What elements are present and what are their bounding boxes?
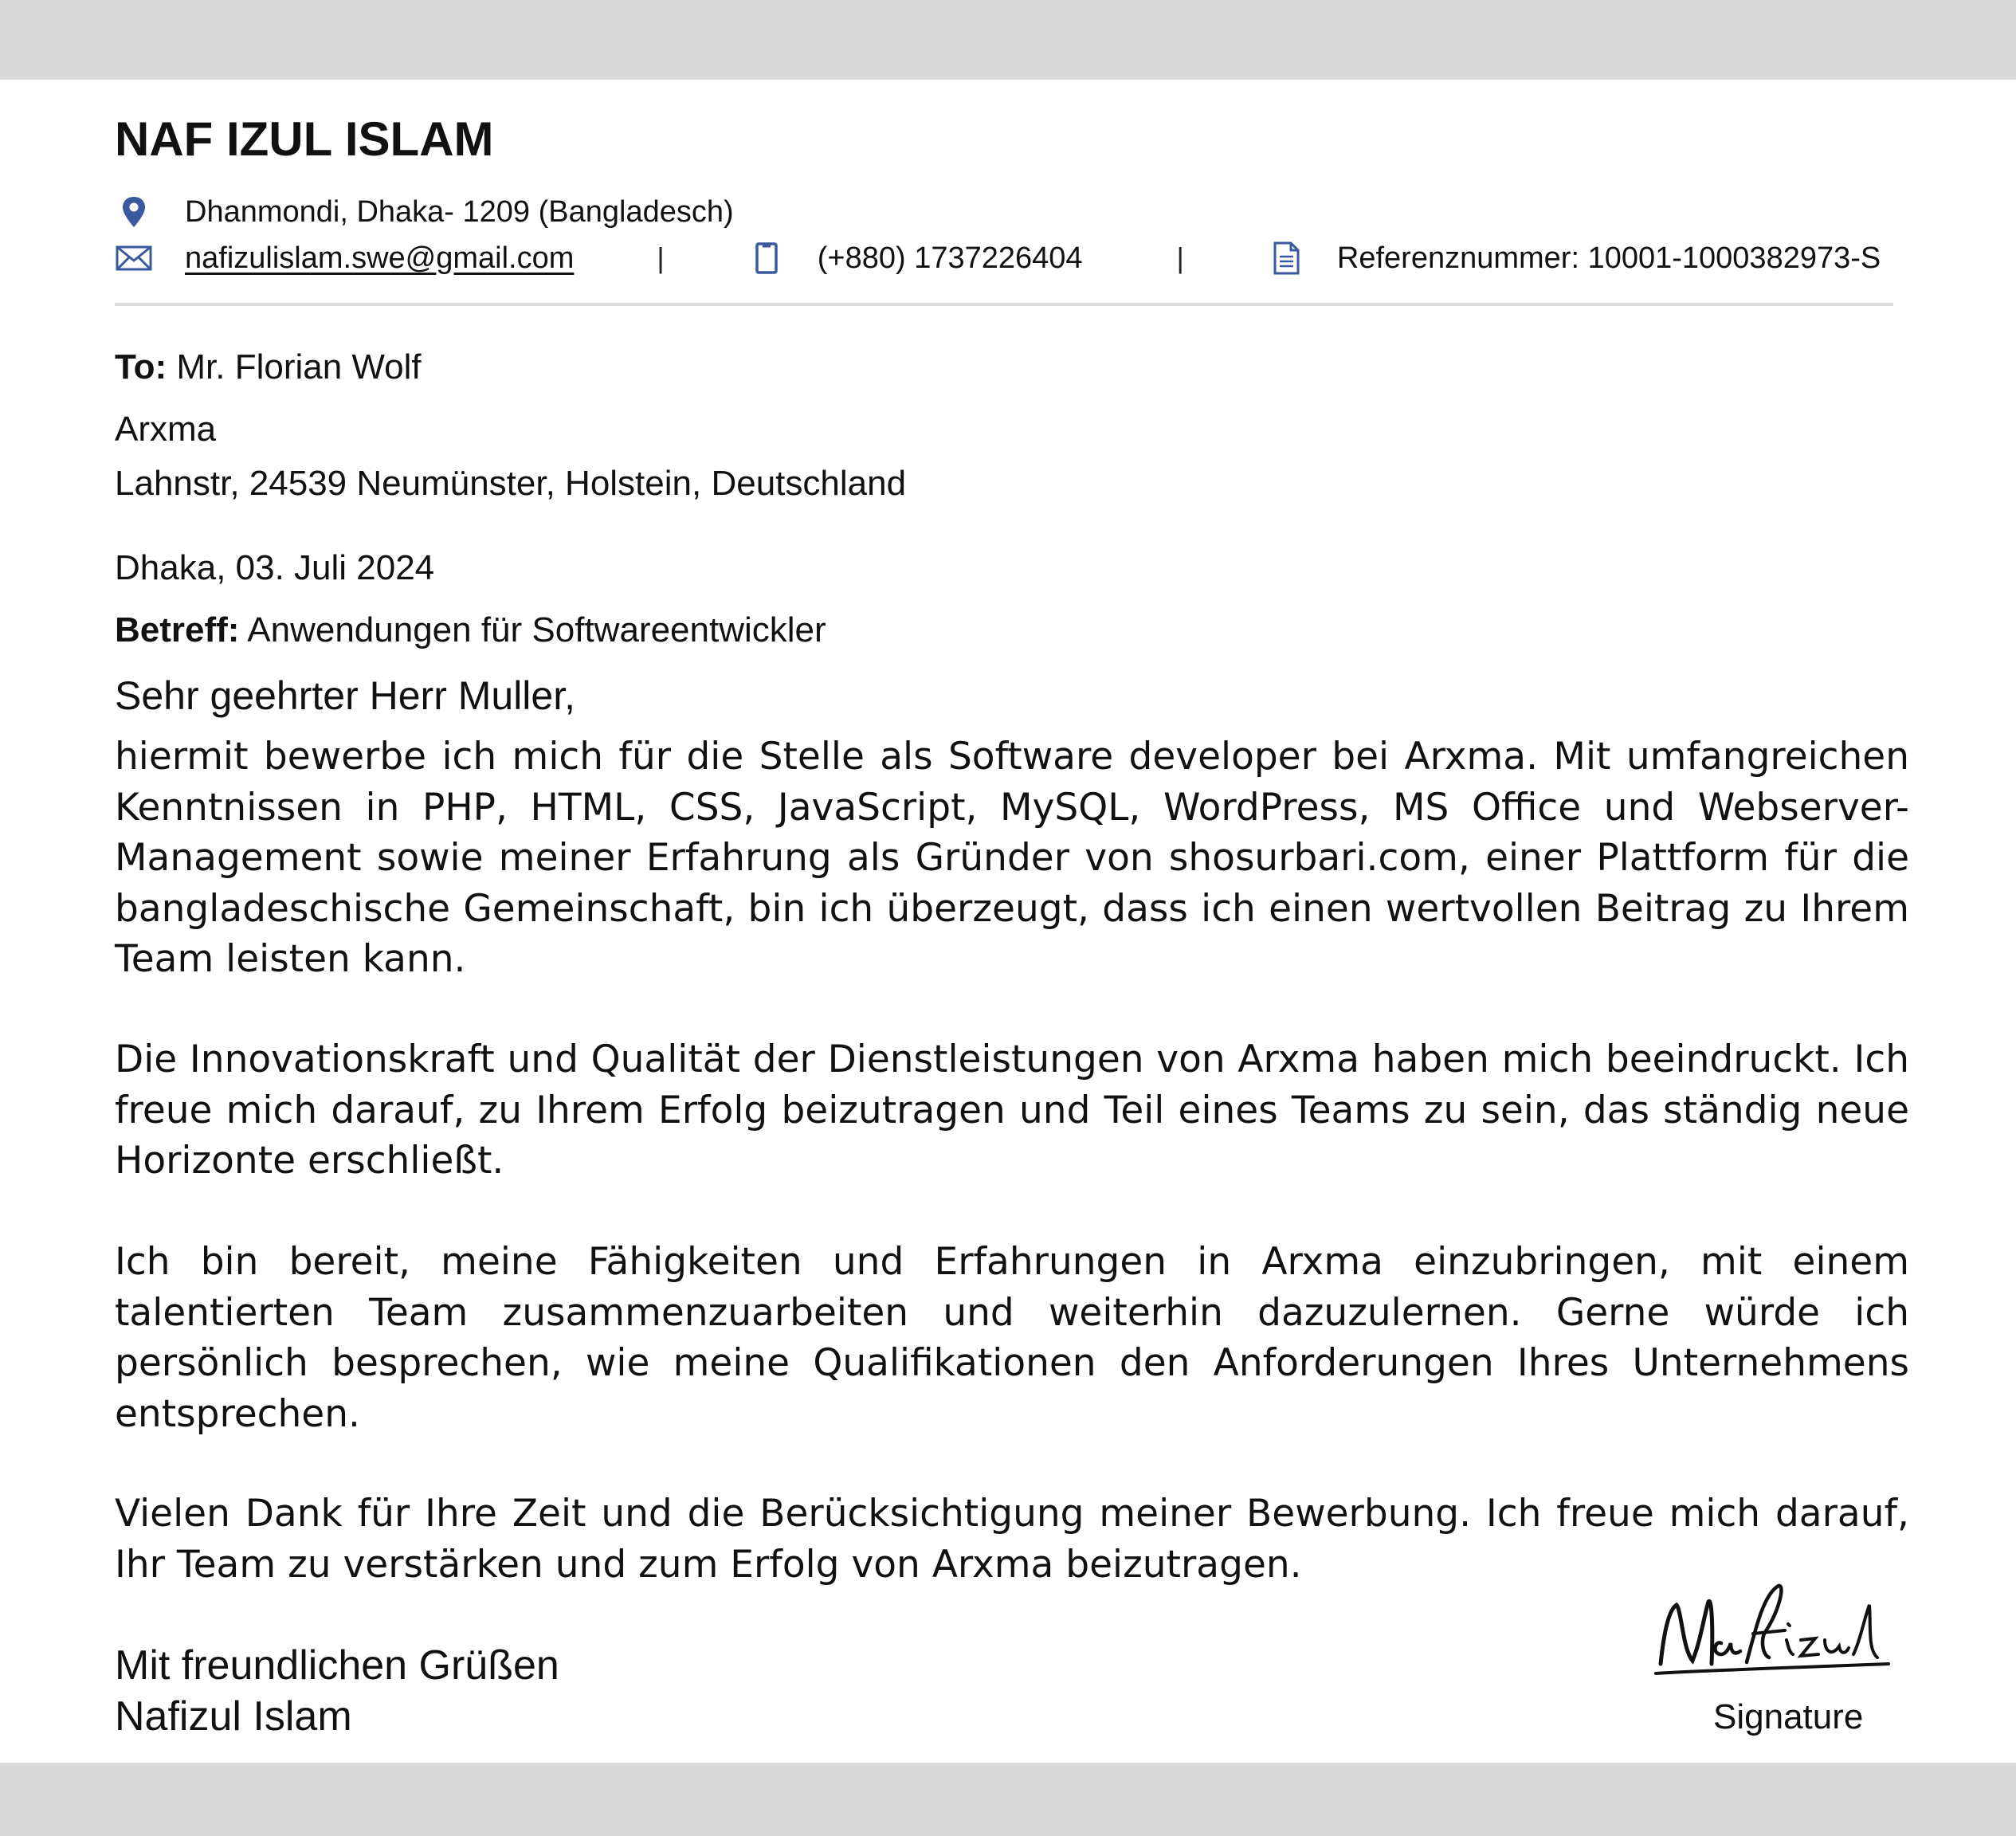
subject-line [115,610,826,650]
address-text: Dhanmondi, Dhaka- 1209 (Bangladesch) [185,194,734,229]
separator: | [1176,241,1184,274]
envelope-icon [115,239,153,277]
contact-line [115,239,1881,277]
address-line [115,193,734,231]
body-paragraph-1: hiermit bewerbe ich mich für die Stelle als Software developer bei Arxma. Mit umfangreichen Kenntnissen in PHP, HTML, CSS, JavaScript, MySQL, WordPress, MS Office und Webserver-Management sowie meiner Erfahrung als Gründer von shosurbari.com, einer Plattform für die bangladeschische Gemeinschaft, bin ich überzeugt, dass ich einen wertvollen Beitrag zu Ihrem Team leisten kann. [115,735,1909,981]
date-line: Dhaka, 03. Juli 2024 [115,548,435,587]
recipient-company: Arxma [115,410,217,449]
to-label: To: [115,347,167,386]
body-paragraph-3: Ich bin bereit, meine Fähigkeiten und Erfahrungen in Arxma einzubringen, mit einem talentierten Team zusammenzuarbeiten und weiterhin dazuzulernen. Gerne würde ich persönlich besprechen, wie meine Qualifikationen den Anforderungen Ihres Unternehmens entsprechen. [115,1240,1909,1436]
phone-number: (+880) 1737226404 [817,241,1083,275]
applicant-name: NAF IZUL ISLAM [115,112,494,166]
header-divider [115,303,1893,306]
closing-greeting: Mit freundlichen Grüßen [115,1642,559,1689]
recipient-to-line [115,347,422,387]
recipient-name: Mr. Florian Wolf [176,347,422,386]
reference-number: Referenznummer: 10001-1000382973-S [1336,241,1881,275]
email-link[interactable]: nafizulislam.swe@gmail.com [185,241,575,275]
signature-label: Signature [1713,1697,1864,1736]
closing-name: Nafizul Islam [115,1693,352,1740]
body-paragraph-4: Vielen Dank für Ihre Zeit und die Berücksichtigung meiner Bewerbung. Ich freue mich darauf, Ihr Team zu verstärken und zum Erfolg von Arxma beizutragen. [115,1492,1909,1587]
salutation: Sehr geehrter Herr Muller, [115,673,576,718]
recipient-address: Lahnstr, 24539 Neumünster, Holstein, Deutschland [115,464,907,503]
map-pin-icon [115,193,153,231]
letter-page [0,80,2016,1763]
subject-label: Betreff: [115,610,240,649]
body-paragraph-2: Die Innovationskraft und Qualität der Dienstleistungen von Arxma haben mich beeindruckt. Ich freue mich darauf, zu Ihrem Erfolg beizutragen und Teil eines Teams zu sein, das ständig neue Horizonte erschließt. [115,1038,1909,1183]
subject-text: Anwendungen für Softwareentwickler [247,610,826,649]
phone-icon [747,239,786,277]
separator: | [657,241,665,274]
document-icon [1267,239,1305,277]
